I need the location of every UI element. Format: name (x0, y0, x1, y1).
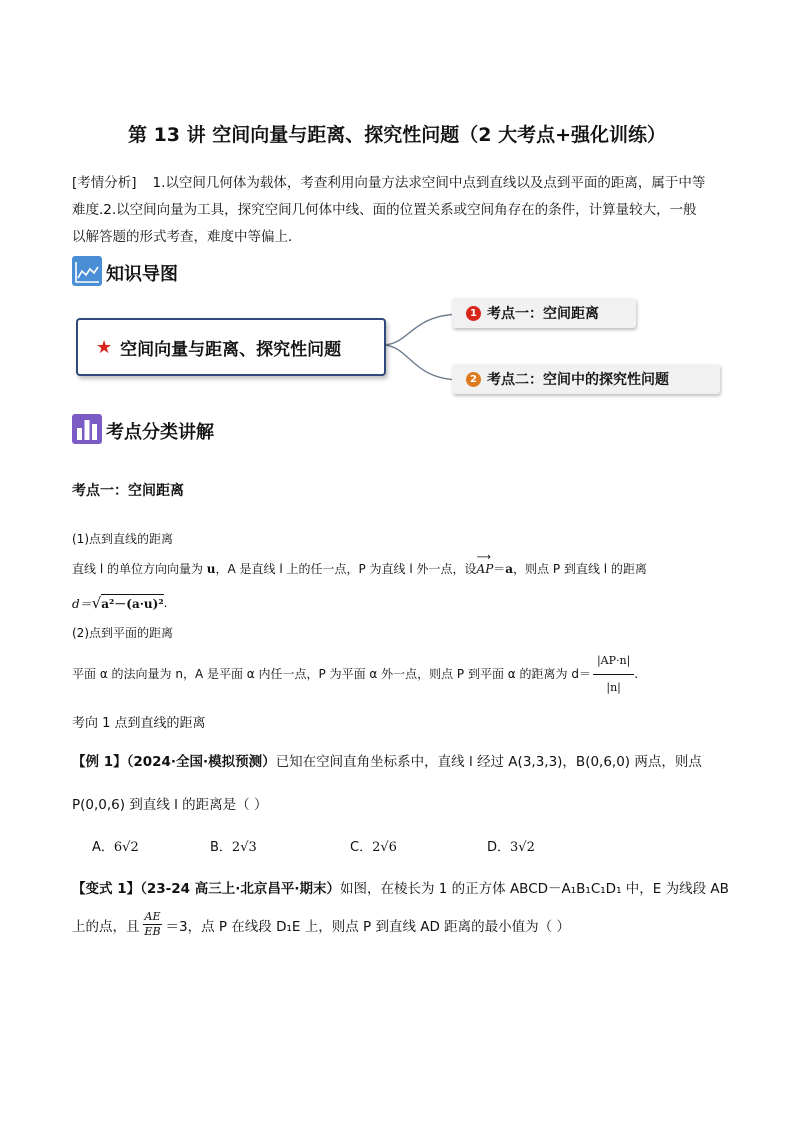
mindmap-branch-2-label: 考点二：空间中的探究性问题 (487, 372, 669, 388)
direction-1: 考向 1 点到直线的距离 (72, 716, 206, 731)
example-1-label: 【例 1】 (72, 754, 127, 770)
number-badge-1: 1 (466, 306, 481, 321)
option-a: A．6√2 (92, 840, 139, 855)
vector-ap: ⟶ AP (476, 552, 494, 576)
sub1-heading: (1)点到直线的距离 (72, 532, 173, 546)
line-chart-icon (72, 256, 102, 286)
option-b: B．2√3 (210, 840, 257, 855)
classify-heading: 考点分类讲解 (106, 422, 214, 443)
vector-arrow-icon: ⟶ (476, 552, 490, 563)
mindmap-connectors (380, 300, 460, 390)
number-badge-2: 2 (466, 372, 481, 387)
formula-1: d＝ √ a²－(a·u)² . (72, 594, 168, 612)
mindmap-branch-2 (452, 364, 720, 394)
option-c: C．2√6 (350, 840, 397, 855)
classify-heading-row (72, 414, 214, 444)
mindmap-root (76, 318, 386, 376)
example-1-source: （2024·全国·模拟预测） (126, 754, 276, 770)
example-1-line-1: 【例 1】（2024·全国·模拟预测）已知在空间直角坐标系中，直线 l 经过 A(3,3,3)，B(0,6,0) 两点，则点 (72, 754, 702, 770)
formula-2: $\frac{|AP\cdot n|}{|n|}$ (593, 652, 634, 695)
analysis-line-1: [考情分析] 1.以空间几何体为载体，考查利用向量方法求空间中点到直线以及点到平面的距离，属于中等 (72, 175, 706, 191)
variant-1-label: 【变式 1】 (72, 881, 141, 897)
mindmap-heading: 知识导图 (106, 264, 178, 285)
sub2-text: 平面 α 的法向量为 n，A 是平面 α 内任一点，P 为平面 α 外一点，则点 P 到平面 α 的距离为 d＝ $\frac{|AP\cdot n|}{|n|}$ . (72, 654, 639, 694)
mindmap-branch-1 (452, 298, 636, 328)
option-d: D．3√2 (487, 840, 535, 855)
analysis-line-3: 以解答题的形式考查，难度中等偏上． (72, 229, 302, 245)
example-1-line-2: P(0,0,6) 到直线 l 的距离是（ ） (72, 797, 268, 813)
variant-1-source: （23-24 高三上·北京昌平·期末） (140, 881, 340, 897)
sub2-heading: (2)点到平面的距离 (72, 626, 173, 640)
fraction-ae-eb: $\frac{AE}{EB}$ (144, 910, 161, 938)
mindmap-root-label: 空间向量与距离、探究性问题 (120, 339, 342, 360)
analysis-label: [考情分析] (72, 175, 137, 191)
sqrt-icon: √ (91, 594, 102, 612)
variant-1-line-1: 【变式 1】（23-24 高三上·北京昌平·期末）如图，在棱长为 1 的正方体 ABCD－A₁B₁C₁D₁ 中，E 为线段 AB (72, 881, 729, 897)
variant-1-line-2: 上的点，且 $\frac{AE}{EB}$ ＝3，点 P 在线段 D₁E 上，则点 P 到直线 AD 距离的最小值为（ ） (72, 910, 570, 938)
sub1-text: 直线 l 的单位方向向量为 u，A 是直线 l 上的任一点，P 为直线 l 外一点，设 ⟶ AP＝a，则点 P 到直线 l 的距离 (72, 552, 647, 576)
mindmap-heading-row (72, 256, 178, 286)
page-title: 第 13 讲 空间向量与距离、探究性问题（2 大考点+强化训练） (127, 124, 667, 146)
star-icon: ★ (96, 336, 113, 358)
analysis-paragraph (72, 170, 732, 251)
kp1-heading: 考点一：空间距离 (72, 483, 184, 499)
analysis-line-2: 难度.2.以空间向量为工具，探究空间几何体中线、面的位置关系或空间角存在的条件，计算量较大，一般 (72, 202, 697, 218)
mindmap-branch-1-label: 考点一：空间距离 (487, 306, 599, 322)
bar-chart-icon (72, 414, 102, 444)
